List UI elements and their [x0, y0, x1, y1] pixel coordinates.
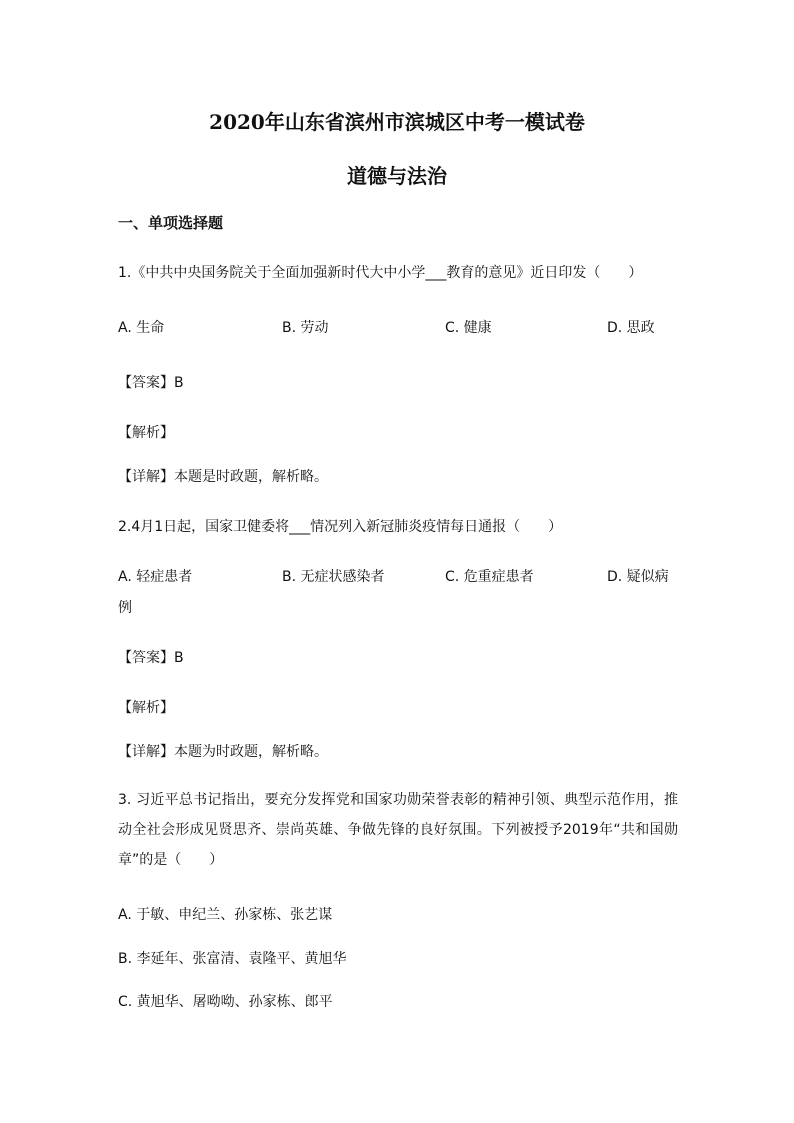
q2-analysis-label: 【解析】 [118, 700, 174, 716]
q2-detail: 【详解】本题为时政题，解析略。 [118, 744, 328, 760]
question-3-stem: 3. 习近平总书记指出，要充分发挥党和国家功勋荣誉表彰的精神引领、典型示范作用，推动全社会形成见贤思齐、崇尚英雄、争做先锋的良好氛围。下列被授予2019年“共和国勋章”的是（ ） [118, 792, 678, 868]
q2-option-c: C. 危重症患者 [445, 569, 534, 585]
q3-option-b: B. 李延年、张富清、袁隆平、黄旭华 [118, 951, 347, 967]
q1-answer: 【答案】B [118, 375, 184, 391]
section-heading: 一、单项选择题 [118, 214, 224, 232]
subject-title: 道德与法治 [347, 164, 447, 188]
q2-option-d-wrap: 例 [118, 600, 132, 616]
q2-option-b: B. 无症状感染者 [282, 569, 385, 585]
q2-option-d: D. 疑似病 [607, 569, 669, 585]
q3-option-a: A. 于敏、申纪兰、孙家栋、张艺谋 [118, 907, 333, 923]
q1-analysis-label: 【解析】 [118, 425, 174, 441]
q1-option-a: A. 生命 [118, 320, 165, 336]
q2-option-a: A. 轻症患者 [118, 569, 193, 585]
q3-option-c: C. 黄旭华、屠呦呦、孙家栋、郎平 [118, 994, 333, 1010]
q1-option-c: C. 健康 [445, 320, 492, 336]
q2-answer: 【答案】B [118, 650, 184, 666]
q1-option-d: D. 思政 [607, 320, 655, 336]
question-2-stem: 2.4月1日起，国家卫健委将___情况列入新冠肺炎疫情每日通报（ ） [118, 519, 563, 535]
q1-detail: 【详解】本题是时政题，解析略。 [118, 469, 328, 485]
question-1-stem: 1.《中共中央国务院关于全面加强新时代大中小学___教育的意见》近日印发（ ） [118, 265, 643, 281]
exam-title: 2020年山东省滨州市滨城区中考一模试卷 [209, 110, 585, 134]
q1-option-b: B. 劳动 [282, 320, 329, 336]
